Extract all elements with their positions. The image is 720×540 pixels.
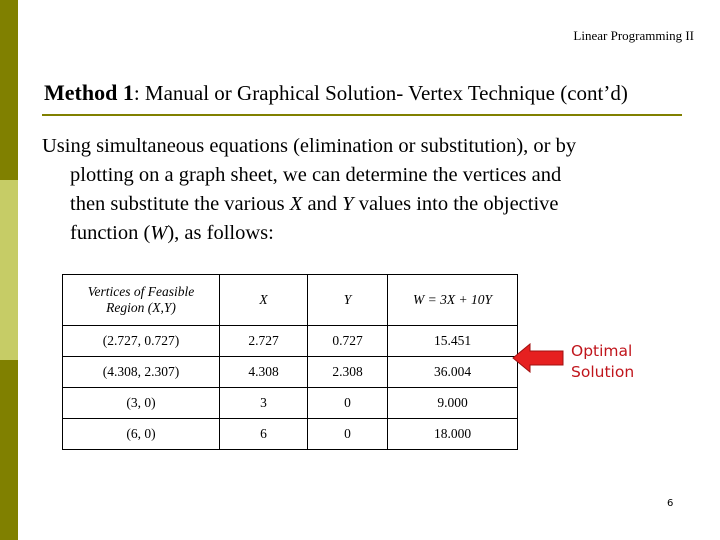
cell-w: 36.004 — [388, 357, 518, 388]
side-accent-bar — [0, 0, 18, 540]
body-text-fragment: then substitute the various — [70, 193, 290, 215]
header-vertices — [63, 275, 220, 326]
header-y: Y — [308, 275, 388, 326]
cell-x: 6 — [220, 419, 308, 450]
body-text-fragment: and — [302, 193, 343, 215]
title-method: Method 1 — [44, 80, 134, 105]
body-line-2: plotting on a graph sheet, we can determine the vertices and — [70, 164, 562, 186]
callout-line-2: Solution — [571, 363, 635, 381]
cell-w: 15.451 — [388, 326, 518, 357]
slide-title — [44, 80, 680, 106]
table-row — [63, 326, 518, 357]
cell-x: 3 — [220, 388, 308, 419]
body-var-x: X — [289, 193, 303, 215]
body-paragraph — [42, 132, 682, 248]
body-line-1: Using simultaneous equations (elimination or substitution), or by — [42, 135, 577, 157]
cell-vertex: (3, 0) — [63, 388, 220, 419]
header-vertices-line2: Region (X,Y) — [106, 300, 176, 315]
body-var-w: W — [150, 222, 168, 244]
cell-w: 18.000 — [388, 419, 518, 450]
left-arrow-icon — [512, 343, 564, 378]
body-line-4 — [42, 219, 682, 248]
page-number: 6 — [667, 498, 674, 509]
table-row — [63, 357, 518, 388]
optimal-solution-callout — [571, 341, 634, 383]
body-text-fragment: ), as follows: — [167, 222, 274, 244]
cell-x: 4.308 — [220, 357, 308, 388]
table-header-row — [63, 275, 518, 326]
callout-line-1: Optimal — [571, 342, 633, 360]
cell-x: 2.727 — [220, 326, 308, 357]
cell-w: 9.000 — [388, 388, 518, 419]
title-rest: : Manual or Graphical Solution- Vertex Technique (cont’d) — [133, 81, 628, 105]
vertex-table-container — [62, 274, 518, 450]
cell-y: 2.308 — [308, 357, 388, 388]
header-w: W = 3X + 10Y — [388, 275, 518, 326]
header-vertices-line1: Vertices of Feasible — [87, 284, 195, 299]
cell-vertex: (6, 0) — [63, 419, 220, 450]
table-row — [63, 419, 518, 450]
body-line-3 — [42, 190, 682, 219]
cell-y: 0 — [308, 419, 388, 450]
body-text-fragment: values into the objective — [353, 193, 559, 215]
body-var-y: Y — [342, 193, 354, 215]
cell-y: 0 — [308, 388, 388, 419]
cell-vertex: (2.727, 0.727) — [63, 326, 220, 357]
side-accent-highlight — [0, 180, 18, 360]
cell-y: 0.727 — [308, 326, 388, 357]
header-x: X — [220, 275, 308, 326]
table-row — [63, 388, 518, 419]
slide-header: Linear Programming II — [573, 28, 694, 43]
title-divider — [42, 114, 682, 116]
cell-vertex: (4.308, 2.307) — [63, 357, 220, 388]
body-text-fragment: function ( — [70, 222, 151, 244]
vertex-table — [62, 274, 518, 450]
